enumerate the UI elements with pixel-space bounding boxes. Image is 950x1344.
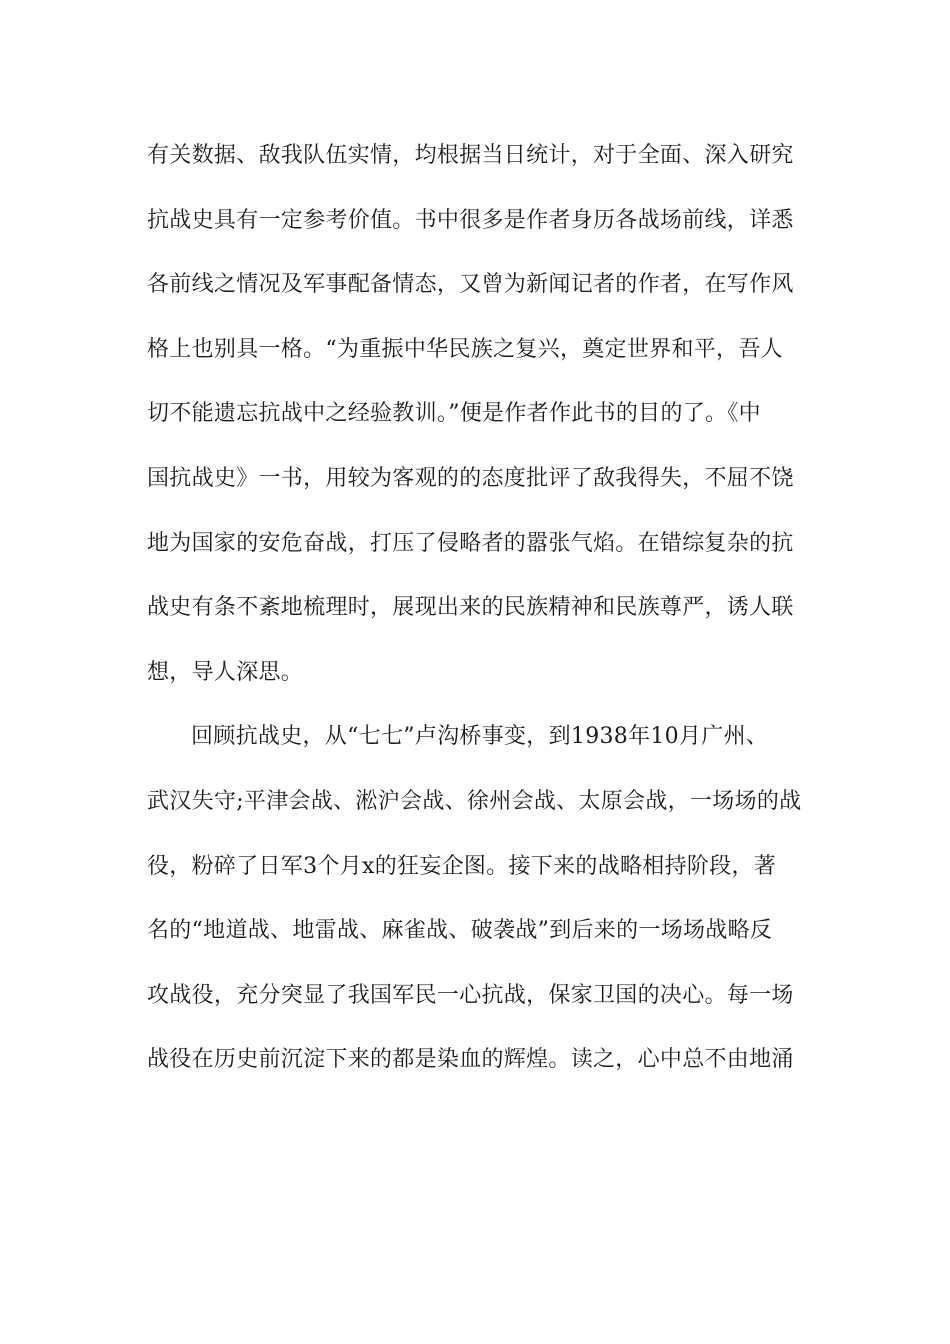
- text-line: 攻战役，充分突显了我国军民一心抗战，保家卫国的决心。每一场: [147, 982, 794, 1008]
- text-line: 想，导人深思。: [147, 659, 304, 685]
- text-line: 战史有条不紊地梳理时，展现出来的民族精神和民族尊严，诱人联: [147, 595, 794, 621]
- text-line: 战役在历史前沉淀下来的都是染血的辉煌。读之，心中总不由地涌: [147, 1047, 794, 1073]
- text-line: 武汉失守;平津会战、淞沪会战、徐州会战、太原会战，一场场的战: [147, 788, 802, 814]
- text-line: 切不能遗忘抗战中之经验教训。”便是作者作此书的目的了。《中: [147, 401, 761, 427]
- text-line: 抗战史具有一定参考价值。书中很多是作者身历各战场前线，详悉: [147, 207, 794, 233]
- text-line: 国抗战史》一书，用较为客观的的态度批评了敌我得失，不屈不饶: [147, 465, 794, 491]
- body-text: [147, 124, 807, 1093]
- text-line: 役，粉碎了日军3个月x的狂妄企图。接下来的战略相持阶段，著: [147, 853, 777, 879]
- text-line: 回顾抗战史，从“七七”卢沟桥事变，到1938年10月广州、: [191, 724, 769, 750]
- text-line: 地为国家的安危奋战，打压了侵略者的嚣张气焰。在错综复杂的抗: [147, 530, 794, 556]
- text-line: 各前线之情况及军事配备情态，又曾为新闻记者的作者，在写作风: [147, 272, 794, 298]
- text-line: 有关数据、敌我队伍实情，均根据当日统计，对于全面、深入研究: [147, 143, 794, 168]
- text-line: 名的“地道战、地雷战、麻雀战、破袭战”到后来的一场场战略反: [147, 918, 773, 944]
- text-line: 格上也别具一格。“为重振中华民族之复兴，奠定世界和平，吾人: [147, 336, 783, 362]
